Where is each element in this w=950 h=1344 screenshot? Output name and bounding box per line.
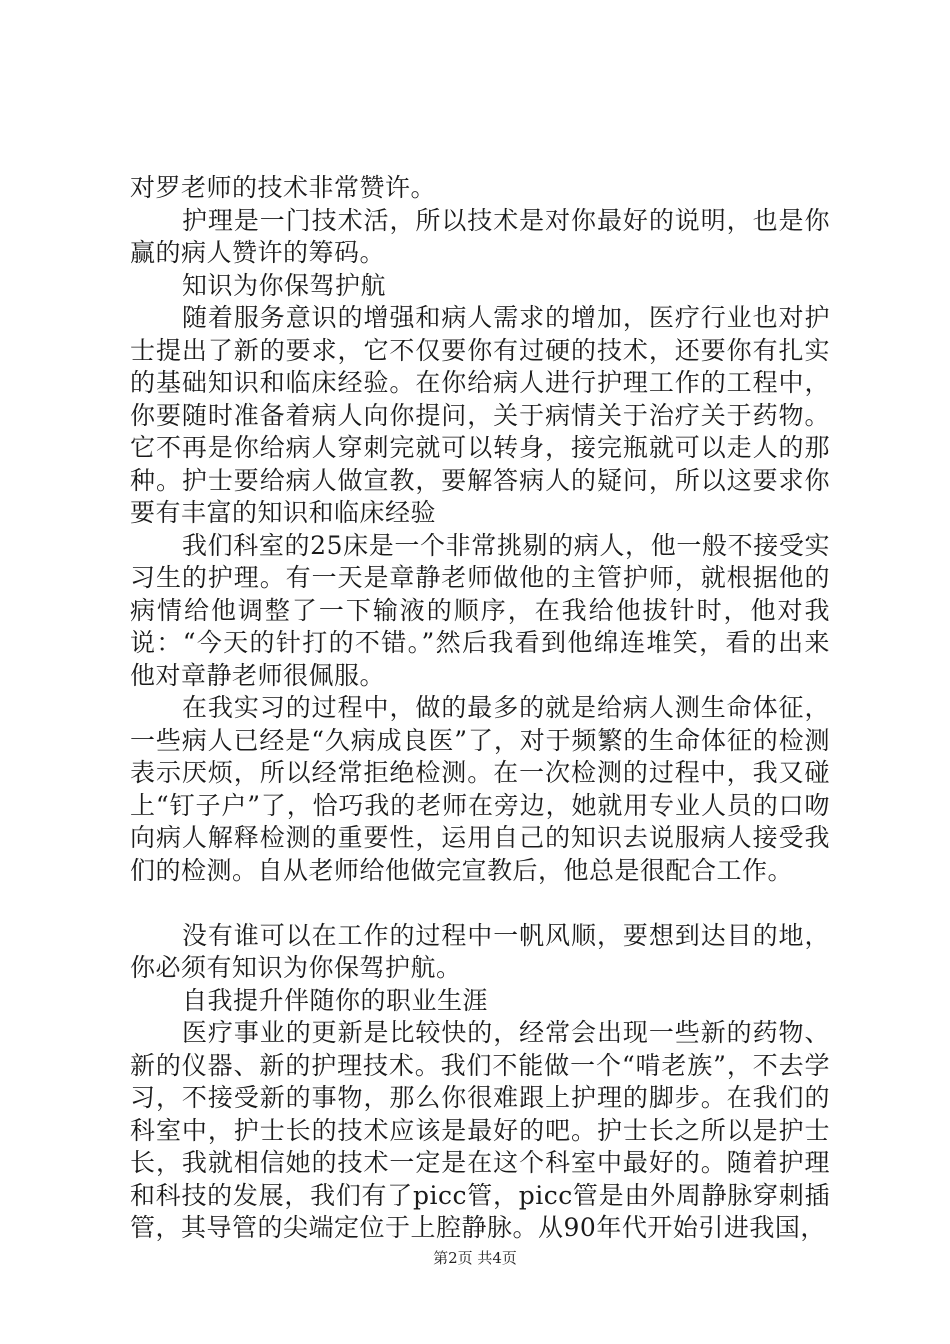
paragraph-8: 没有谁可以在工作的过程中一帆风顺，要想到达目的地，你必须有知识为你保驾护航。: [130, 920, 830, 982]
blank-line: [130, 887, 830, 920]
paragraph-1: 对罗老师的技术非常赞许。: [130, 173, 437, 202]
paragraph-2: 护理是一门技术活，所以技术是对你最好的说明，也是你赢的病人赞许的筹码。: [130, 205, 830, 267]
paragraph-5: 我们科室的25床是一个非常挑剔的病人，他一般不接受实习生的护理。有一天是章静老师做他的主管护师，就根据他的病情给他调整了一下输液的顺序，在我给他拔针时，他对我说：“今天的针打的不错。”然后我看到他绵连堆笑，看的出来他对章静老师很佩服。: [130, 530, 830, 690]
section-heading-knowledge: 知识为你保驾护航: [182, 270, 387, 300]
page-number: 第2页 共4页: [433, 1249, 517, 1267]
paragraph-10: 医疗事业的更新是比较快的，经常会出现一些新的药物、新的仪器、新的护理技术。我们不能做一个“啃老族”，不去学习，不接受新的事物，那么你很难跟上护理的脚步。在我们的科室中，护士长的技术应该是最好的吧。护士长之所以是护士长，我就相信她的技术一定是在这个科室中最好的。随着护理和科技的发展，我们有了picc管，picc管是由外周静脉穿刺插管，其导管的尖端定位于上腔静脉。从90年代开始引进我国，: [130, 1018, 830, 1242]
paragraph-4: 随着服务意识的增强和病人需求的增加，医疗行业也对护士提出了新的要求，它不仅要你有过硬的技术，还要你有扎实的基础知识和临床经验。在你给病人进行护理工作的工程中，你要随时准备着病人向你提问，关于病情关于治疗关于药物。它不再是你给病人穿刺完就可以转身，接完瓶就可以走人的那种。护士要给病人做宣教，要解答病人的疑问，所以这要求你要有丰富的知识和临床经验: [130, 303, 830, 527]
section-heading-self-improvement: 自我提升伴随你的职业生涯: [182, 985, 489, 1015]
paragraph-6: 在我实习的过程中，做的最多的就是给病人测生命体征，一些病人已经是“久病成良医”了，对于频繁的生命体征的检测表示厌烦，所以经常拒绝检测。在一次检测的过程中，我又碰上“钉子户”了，恰巧我的老师在旁边，她就用专业人员的口吻向病人解释检测的重要性，运用自己的知识去说服病人接受我们的检测。自从老师给他做完宣教后，他总是很配合工作。: [130, 693, 830, 885]
document-body: [130, 172, 830, 1245]
